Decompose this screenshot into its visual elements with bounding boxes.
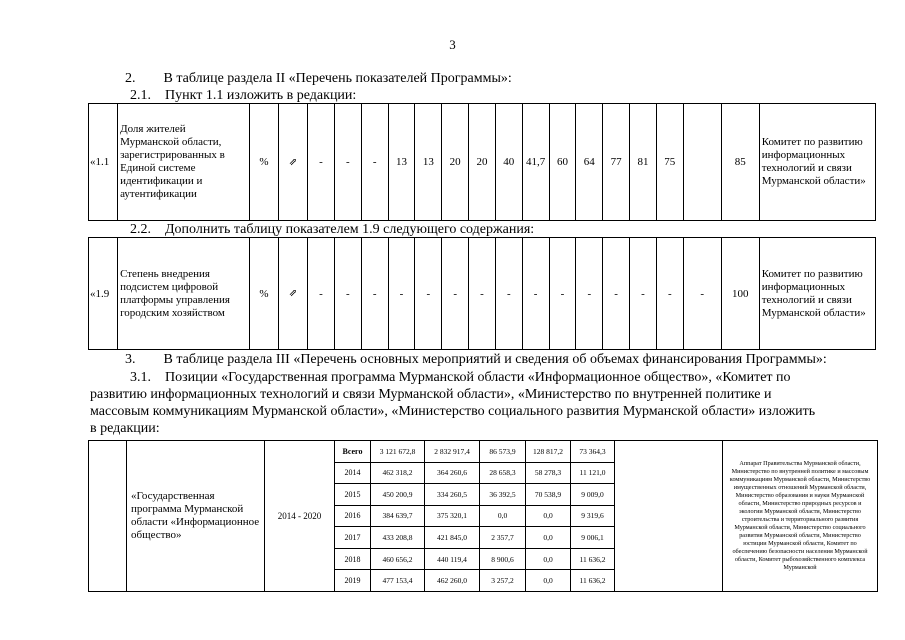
year-cell: 2018 [335, 548, 371, 570]
trend-arrow-icon: ⇗ [279, 238, 308, 350]
value-cell: - [361, 104, 388, 221]
amount-cell: 9 006,1 [571, 527, 615, 549]
amount-cell: 11 121,0 [571, 462, 615, 484]
value-cell: - [415, 238, 442, 350]
value-cell: 40 [495, 104, 522, 221]
value-cell: - [442, 238, 469, 350]
program-name: «Государственная программа Мурманской области «Информационное общество» [127, 441, 265, 592]
value-cell: - [656, 238, 683, 350]
value-cell: - [334, 238, 361, 350]
indicator-code: «1.9 [89, 238, 118, 350]
indicator-unit: % [249, 104, 278, 221]
financing-table [88, 440, 878, 592]
amount-cell: 11 636,2 [571, 548, 615, 570]
value-cell: 64 [576, 104, 603, 221]
item-3-1-line-4: в редакции: [90, 421, 160, 436]
amount-cell: 477 153,4 [371, 570, 425, 592]
value-cell: 85 [721, 104, 759, 221]
value-cell: - [630, 238, 657, 350]
value-cell: 60 [549, 104, 576, 221]
item-2-heading: 2. В таблице раздела II «Перечень показателей Программы»: [125, 71, 512, 86]
value-cell: 13 [388, 104, 415, 221]
amount-cell: 128 817,2 [526, 441, 571, 463]
trend-arrow-icon: ⇗ [279, 104, 308, 221]
value-cell: - [576, 238, 603, 350]
indicator-table-1 [88, 103, 876, 221]
amount-cell: 460 656,2 [371, 548, 425, 570]
value-cell: - [603, 238, 630, 350]
indicator-executor: Комитет по развитию информационных технологий и связи Мурманской области» [759, 104, 875, 221]
value-cell: - [361, 238, 388, 350]
amount-cell: 8 900,6 [480, 548, 526, 570]
amount-cell: 9 319,6 [571, 505, 615, 527]
value-cell: 75 [656, 104, 683, 221]
year-cell: 2014 [335, 462, 371, 484]
amount-cell: 0,0 [480, 505, 526, 527]
indicator-executor: Комитет по развитию информационных технологий и связи Мурманской области» [759, 238, 875, 350]
program-period: 2014 - 2020 [265, 441, 335, 592]
item-3-1-line-3: массовым коммуникациям Мурманской области», «Министерство социального развития Мурманской области» изложить [90, 404, 816, 419]
amount-cell: 421 845,0 [425, 527, 480, 549]
amount-cell: 0,0 [526, 527, 571, 549]
value-cell: 13 [415, 104, 442, 221]
amount-cell: 375 320,1 [425, 505, 480, 527]
amount-cell: 86 573,9 [480, 441, 526, 463]
value-cell: 20 [469, 104, 496, 221]
amount-cell: 0,0 [526, 570, 571, 592]
indicator-table-2 [88, 237, 876, 350]
amount-cell: 28 658,3 [480, 462, 526, 484]
amount-cell: 11 636,2 [571, 570, 615, 592]
year-cell: 2016 [335, 505, 371, 527]
indicator-name: Доля жителей Мурманской области, зарегистрированных в Единой системе идентификации и аутентификации [118, 104, 250, 221]
amount-cell: 334 260,5 [425, 484, 480, 506]
item-2-2-heading: 2.2. Дополнить таблицу показателем 1.9 следующего содержания: [130, 222, 535, 237]
value-cell: - [308, 104, 335, 221]
item-3-1-line-2: развитию информационных технологий и связи Мурманской области», «Министерство по внутренней политике и [90, 387, 772, 402]
value-cell: - [683, 238, 721, 350]
amount-cell: 440 119,4 [425, 548, 480, 570]
value-cell: - [334, 104, 361, 221]
amount-cell: 9 009,0 [571, 484, 615, 506]
amount-cell: 3 257,2 [480, 570, 526, 592]
value-cell: - [495, 238, 522, 350]
value-cell: 41,7 [522, 104, 549, 221]
value-cell: 81 [630, 104, 657, 221]
amount-cell: 73 364,3 [571, 441, 615, 463]
value-cell: - [469, 238, 496, 350]
indicator-name: Степень внедрения подсистем цифровой платформы управления городским хозяйством [118, 238, 250, 350]
amount-cell: 2 832 917,4 [425, 441, 480, 463]
item-3-1-line-1: 3.1. Позиции «Государственная программа Мурманской области «Информационное общество», «Комитет по [130, 370, 791, 385]
year-cell: 2015 [335, 484, 371, 506]
item-3-heading: 3. В таблице раздела III «Перечень основных мероприятий и сведения об объемах финансирования Программы»: [125, 352, 827, 367]
amount-cell: 462 260,0 [425, 570, 480, 592]
amount-cell: 2 357,7 [480, 527, 526, 549]
value-cell [683, 104, 721, 221]
value-cell: 100 [721, 238, 759, 350]
year-cell: Всего [335, 441, 371, 463]
value-cell: 20 [442, 104, 469, 221]
year-cell: 2017 [335, 527, 371, 549]
value-cell: - [388, 238, 415, 350]
amount-cell: 36 392,5 [480, 484, 526, 506]
table-row [89, 441, 878, 463]
page-number: 3 [449, 37, 456, 52]
year-cell: 2019 [335, 570, 371, 592]
amount-cell: 58 278,3 [526, 462, 571, 484]
amount-cell: 462 318,2 [371, 462, 425, 484]
indicator-unit: % [249, 238, 278, 350]
amount-cell: 450 200,9 [371, 484, 425, 506]
value-cell: 77 [603, 104, 630, 221]
item-2-1-heading: 2.1. Пункт 1.1 изложить в редакции: [130, 88, 357, 103]
program-executors: Аппарат Правительства Мурманской области, Министерство по внутренней политике и массовым коммуникациям Мурманской области, Министерство имущественных отношений Мурманской области, Министерство образования и науки Мурманской области, Министерство природных ресурсов и экологии Мурманской области, Министерство строительства и территориального развития Мурманской области, Министерство социального развития Мурманской области, Министерство юстиции Мурманской области, Комитет по обеспечению безопасности населения Мурманской области, Комитет рыбохозяйственного комплекса Мурманской [723, 441, 878, 592]
value-cell: - [549, 238, 576, 350]
amount-cell: 384 639,7 [371, 505, 425, 527]
amount-cell: 0,0 [526, 505, 571, 527]
amount-cell: 70 538,9 [526, 484, 571, 506]
amount-cell: 0,0 [526, 548, 571, 570]
amount-cell: 364 260,6 [425, 462, 480, 484]
amount-cell: 3 121 672,8 [371, 441, 425, 463]
amount-cell: 433 208,8 [371, 527, 425, 549]
value-cell: - [308, 238, 335, 350]
value-cell: - [522, 238, 549, 350]
indicator-code: «1.1 [89, 104, 118, 221]
